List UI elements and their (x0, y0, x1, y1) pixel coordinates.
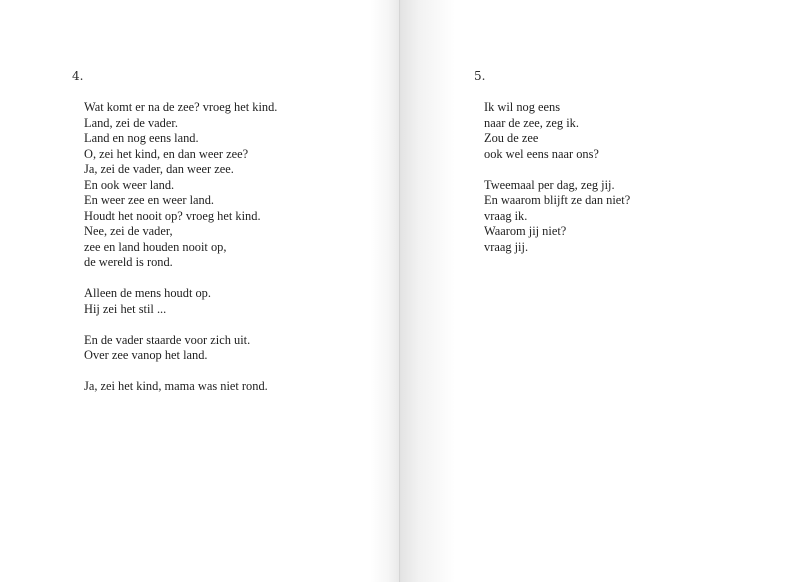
poem-line: En waarom blijft ze dan niet? (484, 193, 631, 207)
stanza (484, 100, 630, 162)
stanza (84, 333, 277, 364)
poem-line: Wat komt er na de zee? vroeg het kind. (84, 100, 278, 114)
right-page (400, 0, 800, 582)
poem-line: En de vader staarde voor zich uit. (84, 332, 251, 347)
book-spine (399, 0, 401, 582)
poem-line: de wereld is rond. (84, 255, 173, 269)
poem-line: Over zee vanop het land. (84, 348, 208, 362)
poem-line: vraag jij. (484, 239, 529, 254)
poem-line: Ja, zei het kind, mama was niet rond. (84, 379, 268, 393)
gutter-shadow (370, 0, 400, 582)
poem-left (84, 100, 277, 410)
poem-line: Waarom jij niet? (484, 224, 567, 238)
poem-line: zee en land houden nooit op, (84, 239, 227, 254)
poem-line: Ik wil nog eens (484, 100, 561, 114)
poem-line: vraag ik. (484, 208, 528, 223)
stanza (84, 286, 277, 317)
poem-line: naar de zee, zeg ik. (484, 115, 579, 130)
gutter-shadow (400, 0, 455, 582)
poem-line: En ook weer land. (84, 177, 175, 192)
page-number-left: 4. (72, 69, 84, 83)
poem-line: Ja, zei de vader, dan weer zee. (84, 162, 234, 176)
stanza (84, 379, 277, 395)
page-number-right: 5. (474, 69, 486, 83)
poem-line: En weer zee en weer land. (84, 193, 215, 207)
poem-line: Alleen de mens houdt op. (84, 286, 211, 300)
poem-line: Land, zei de vader. (84, 115, 178, 130)
poem-line: Hij zei het stil ... (84, 301, 167, 316)
poem-line: Nee, zei de vader, (84, 224, 173, 238)
poem-line: ook wel eens naar ons? (484, 146, 599, 161)
poem-line: Tweemaal per dag, zeg jij. (484, 177, 615, 192)
stanza (84, 100, 277, 271)
poem-line: Land en nog eens land. (84, 131, 199, 145)
stanza (484, 178, 630, 256)
poem-right (484, 100, 630, 271)
poem-line: Zou de zee (484, 131, 539, 145)
poem-line: O, zei het kind, en dan weer zee? (84, 146, 249, 161)
poem-line: Houdt het nooit op? vroeg het kind. (84, 208, 261, 223)
